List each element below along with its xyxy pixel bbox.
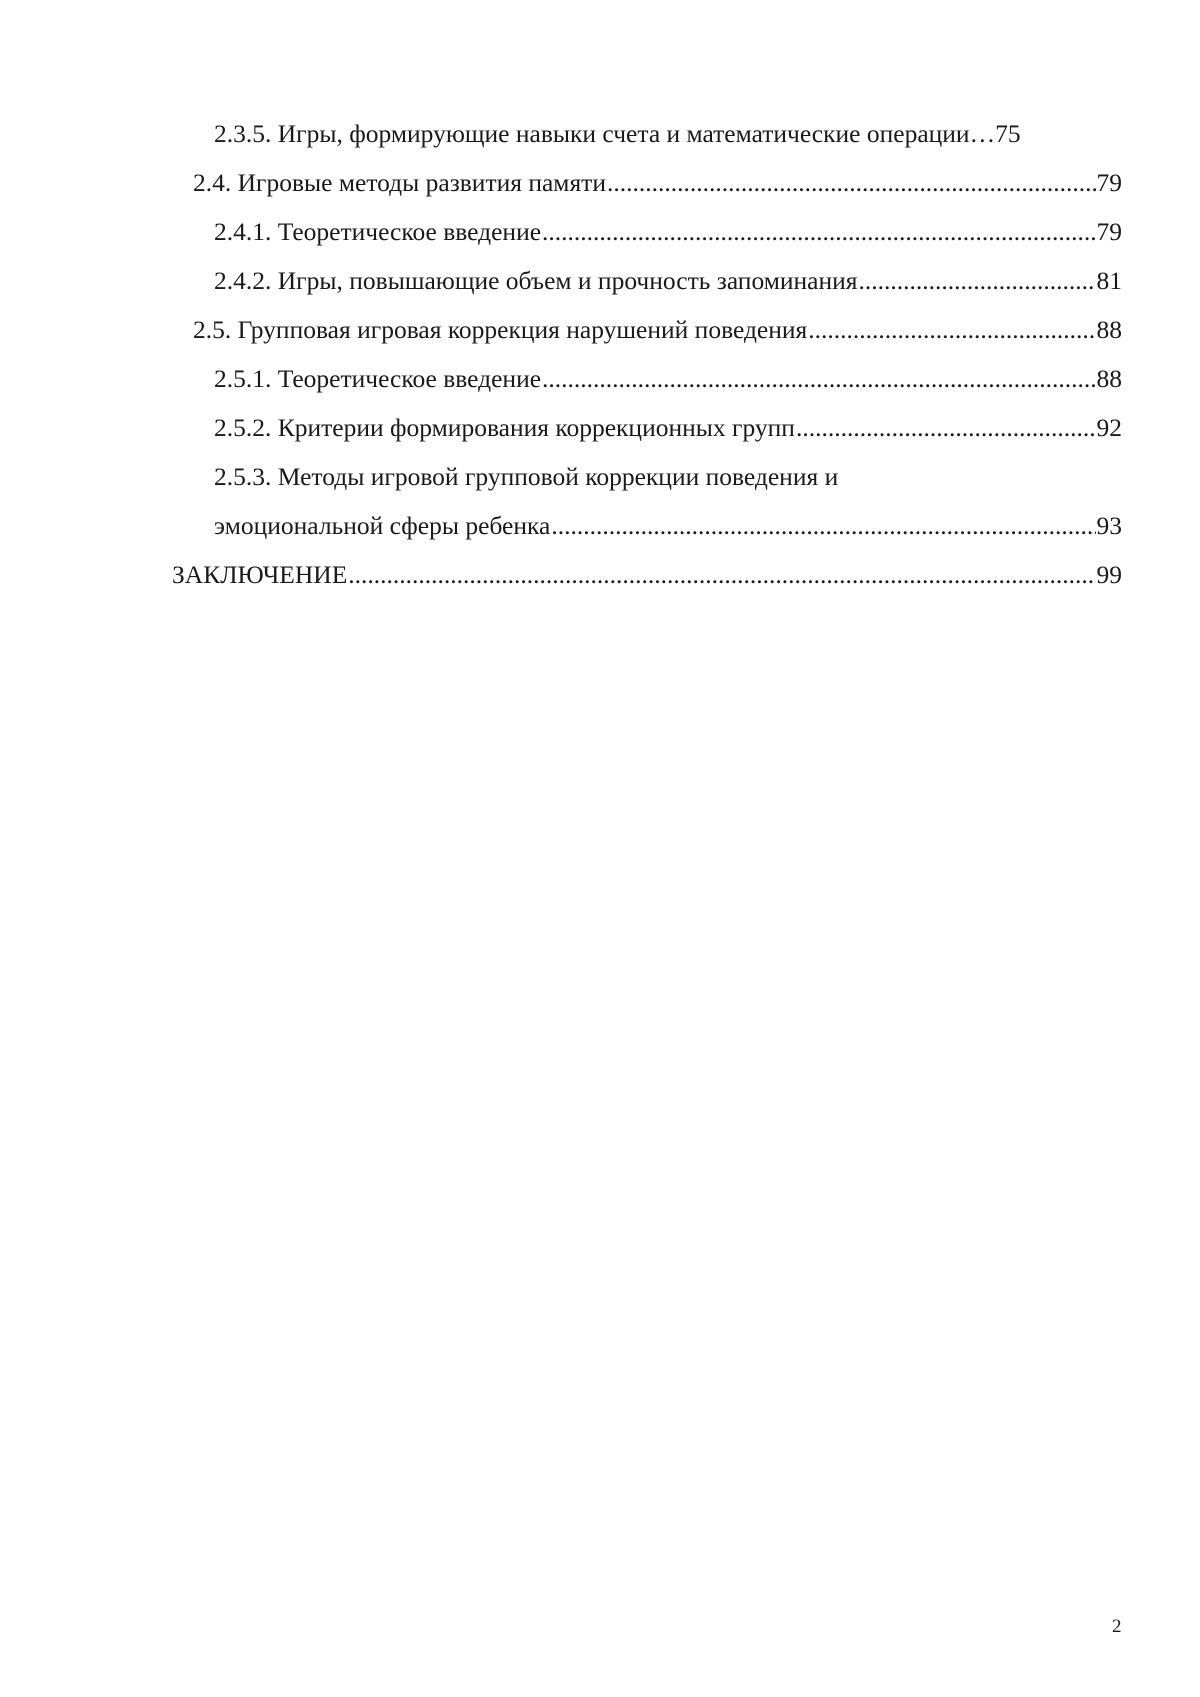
toc-entry-title: 2.4.1. Теоретическое введение <box>214 217 542 246</box>
dot-leader <box>796 403 1096 452</box>
toc-entry-page: 88 <box>1096 364 1122 393</box>
toc-entry-title: 2.5.2. Критерии формирования коррекционных групп <box>214 413 795 442</box>
toc-entry-page: 79 <box>1096 168 1122 197</box>
toc-entry-title-line1[interactable]: 2.5.3. Методы игровой групповой коррекции поведения и <box>214 462 839 491</box>
toc-entry[interactable] <box>172 354 1122 403</box>
toc-entry-title: ЗАКЛЮЧЕНИЕ <box>172 560 348 589</box>
toc-entry-title: эмоциональной сферы ребенка <box>214 511 551 540</box>
dot-leader <box>607 158 1096 207</box>
dot-leader <box>542 354 1095 403</box>
toc-entry-title: 2.4.2. Игры, повышающие объем и прочность запоминания <box>214 266 858 295</box>
dot-leader <box>858 256 1095 305</box>
toc-entry[interactable] <box>172 305 1122 354</box>
toc-entry-page: 99 <box>1096 560 1122 589</box>
toc-entry-page: 93 <box>1096 511 1122 540</box>
table-of-contents <box>172 109 1122 599</box>
toc-entry-page: 75 <box>995 119 1021 148</box>
toc-entry-page: 79 <box>1096 217 1122 246</box>
toc-entry[interactable] <box>172 207 1122 256</box>
dot-leader <box>542 207 1095 256</box>
toc-entry-page: 92 <box>1096 413 1122 442</box>
toc-entry-title: 2.4. Игровые методы развития памяти <box>193 168 606 197</box>
toc-entry[interactable] <box>172 403 1122 452</box>
toc-entry-page: 81 <box>1096 266 1122 295</box>
page-number: 2 <box>1112 1616 1122 1637</box>
dot-leader <box>348 550 1095 599</box>
toc-entry[interactable] <box>172 158 1122 207</box>
toc-entry-title: 2.5.1. Теоретическое введение <box>214 364 542 393</box>
toc-entry-page: 88 <box>1096 315 1122 344</box>
toc-entry[interactable] <box>172 501 1122 550</box>
dot-leader <box>808 305 1095 354</box>
dot-leader <box>551 501 1095 550</box>
toc-entry-title: 2.3.5. Игры, формирующие навыки счета и математические операции… <box>214 119 996 148</box>
toc-entry-title: 2.5. Групповая игровая коррекция нарушений поведения <box>193 315 808 344</box>
toc-entry[interactable] <box>172 109 1122 158</box>
toc-entry[interactable] <box>172 256 1122 305</box>
toc-entry[interactable] <box>172 550 1122 599</box>
